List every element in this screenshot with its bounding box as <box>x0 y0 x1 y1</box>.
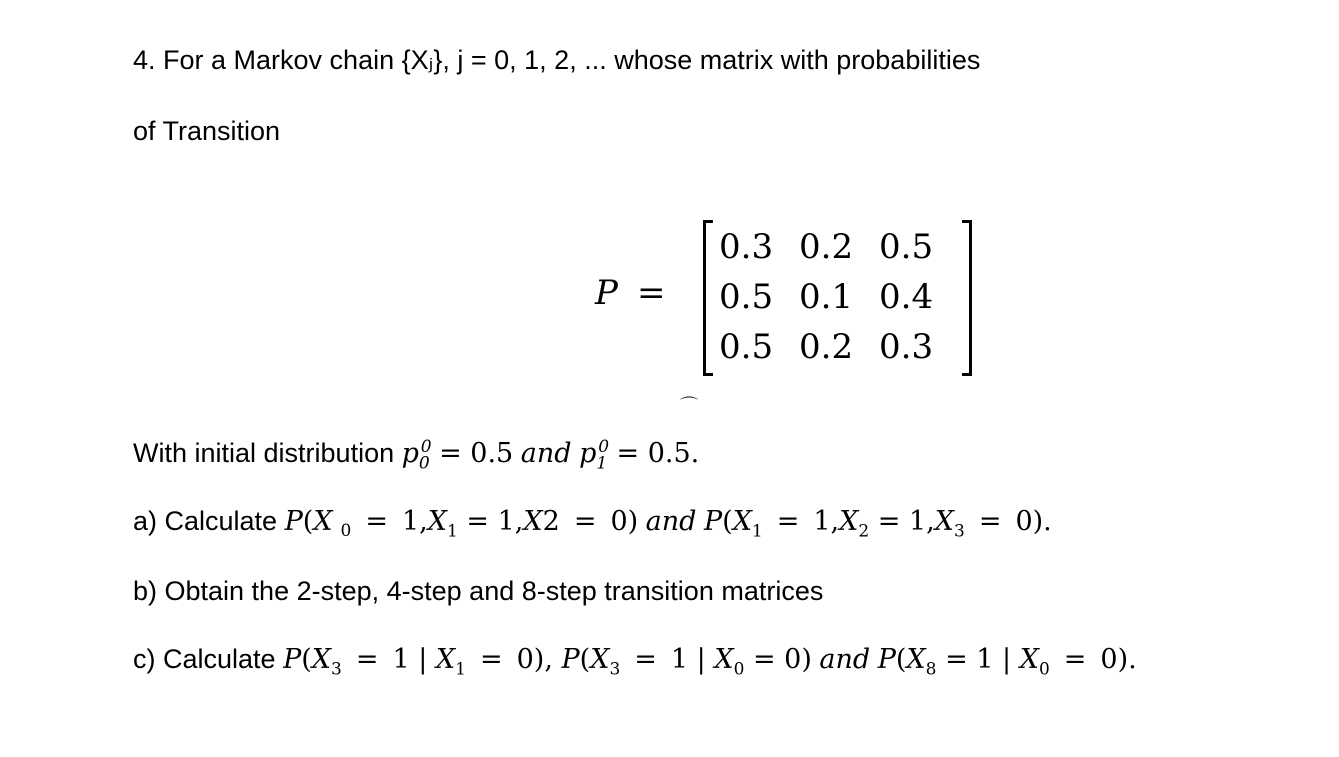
matrix-cell: 0.4 <box>879 277 934 317</box>
part-a-line: a) Calculate P(X $_0 = 1,X_1 = 1,X2 = 0$) and $P(X_1 = 1,X_2 = 1,X_3 = 0)$. <box>133 506 1052 542</box>
matrix-cell: 0.1 <box>799 277 854 317</box>
part-c-line: c) Calculate $P(X_3 = 1$ | $X_1 = 0$), $P(X_3 = 1$ | $X_0 = 0$) and $P(X_8 = 1$ | $X_0 = 0$). <box>133 644 1137 680</box>
matrix-left-bracket <box>703 220 713 376</box>
initial-and: and <box>520 438 572 469</box>
matrix-cell: 0.3 <box>719 227 774 267</box>
initial-value-1: = 0.5. <box>616 438 700 469</box>
matrix-cell: 0.5 <box>719 277 774 317</box>
initial-value-0: = 0.5 <box>439 438 514 469</box>
intro-line-2: of Transition <box>133 116 281 146</box>
matrix-right-bracket <box>962 220 972 376</box>
part-c-prefix: c) Calculate <box>133 644 276 674</box>
matrix-cell: 0.3 <box>879 327 934 367</box>
matrix-label: P <box>595 273 618 313</box>
part-a-prefix: a) Calculate <box>133 506 278 536</box>
intro-line-1: 4. For a Markov chain {Xⱼ}, j = 0, 1, 2, ... whose matrix with probabilities <box>133 45 981 75</box>
matrix-cell: 0.2 <box>799 227 854 267</box>
matrix-cell: 0.5 <box>719 327 774 367</box>
matrix-cell: 0.2 <box>799 327 854 367</box>
matrix-equals: = <box>637 273 666 313</box>
stray-mark: ⌒ <box>680 396 698 417</box>
part-b-line: b) Obtain the 2-step, 4-step and 8-step transition matrices <box>133 576 824 606</box>
matrix-grid <box>719 224 959 370</box>
initial-text: With initial distribution <box>133 438 395 468</box>
matrix-cell: 0.5 <box>879 227 934 267</box>
initial-distribution-line: With initial distribution $p_0^0 = 0.5$ and $p_1^0 = 0.5$. <box>133 437 700 474</box>
